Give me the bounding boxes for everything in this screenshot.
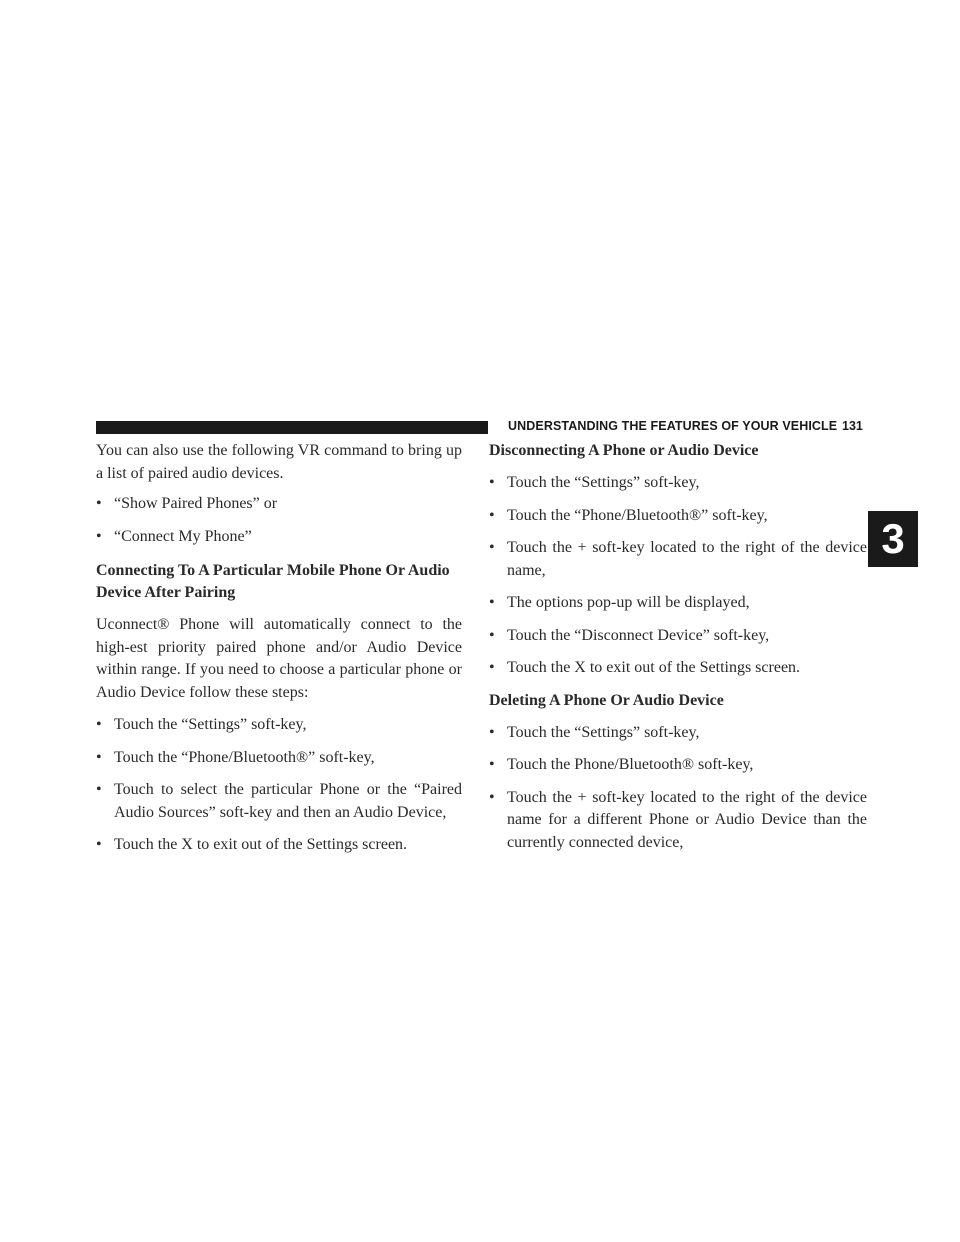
vr-command-list xyxy=(96,493,462,548)
bullet-icon: • xyxy=(489,539,495,556)
list-item: • Touch the X to exit out of the Settings screen. xyxy=(96,834,462,857)
list-item: • Touch the “Settings” soft-key, xyxy=(489,722,867,745)
section-heading-deleting: Deleting A Phone Or Audio Device xyxy=(489,691,724,709)
list-item: • Touch the Phone/Bluetooth® soft-key, xyxy=(489,754,867,777)
delete-steps-list xyxy=(489,722,867,855)
intro-paragraph: You can also use the following VR command to bring up a list of paired audio devices. xyxy=(96,442,462,482)
bullet-icon: • xyxy=(96,748,102,766)
list-item: • Touch the “Settings” soft-key, xyxy=(96,714,462,737)
list-item: • Touch the “Phone/Bluetooth®” soft-key, xyxy=(96,747,462,770)
list-item: • Touch the “Disconnect Device” soft-key, xyxy=(489,625,867,648)
header-bar xyxy=(96,421,488,434)
section-body: Uconnect® Phone will automatically connect to the high-est priority paired phone and/or Audio Device within range. If you need to choose a particular phone or Audio Device follow these steps: xyxy=(96,616,462,701)
chapter-tab: 3 xyxy=(868,511,918,567)
list-item: • Touch to select the particular Phone or the “Paired Audio Sources” soft-key and then an Audio Device, xyxy=(96,781,462,821)
bullet-icon: • xyxy=(489,626,495,644)
section-heading-disconnecting: Disconnecting A Phone or Audio Device xyxy=(489,442,759,459)
disconnect-steps-list xyxy=(489,472,867,680)
bullet-icon: • xyxy=(96,836,102,853)
list-item: • “Connect My Phone” xyxy=(96,526,462,549)
right-column xyxy=(489,440,867,864)
list-item: • Touch the “Settings” soft-key, xyxy=(489,472,867,495)
list-item: • The options pop-up will be displayed, xyxy=(489,592,867,615)
bullet-icon: • xyxy=(489,474,495,491)
section-header-title: UNDERSTANDING THE FEATURES OF YOUR VEHICLE xyxy=(508,419,838,433)
bullet-icon: • xyxy=(96,495,102,512)
list-item: • Touch the “Phone/Bluetooth®” soft-key, xyxy=(489,505,867,528)
left-column xyxy=(96,440,462,867)
bullet-icon: • xyxy=(489,659,495,676)
page-number: 131 xyxy=(842,419,863,433)
bullet-icon: • xyxy=(489,506,495,524)
connect-steps-list xyxy=(96,714,462,857)
list-item: • Touch the X to exit out of the Settings screen. xyxy=(489,657,867,680)
section-heading-connecting: Connecting To A Particular Mobile Phone Or Audio Device After Pairing xyxy=(96,562,450,601)
bullet-icon: • xyxy=(96,527,102,545)
bullet-icon: • xyxy=(489,788,495,806)
bullet-icon: • xyxy=(489,723,495,741)
list-item: • “Show Paired Phones” or xyxy=(96,493,462,516)
list-item: • Touch the + soft-key located to the right of the device name, xyxy=(489,539,867,579)
list-item: • Touch the + soft-key located to the right of the device name for a different Phone or Audio Device than the currently connected device, xyxy=(489,788,867,851)
bullet-icon: • xyxy=(96,781,102,798)
bullet-icon: • xyxy=(489,756,495,773)
bullet-icon: • xyxy=(96,716,102,733)
bullet-icon: • xyxy=(489,594,495,611)
